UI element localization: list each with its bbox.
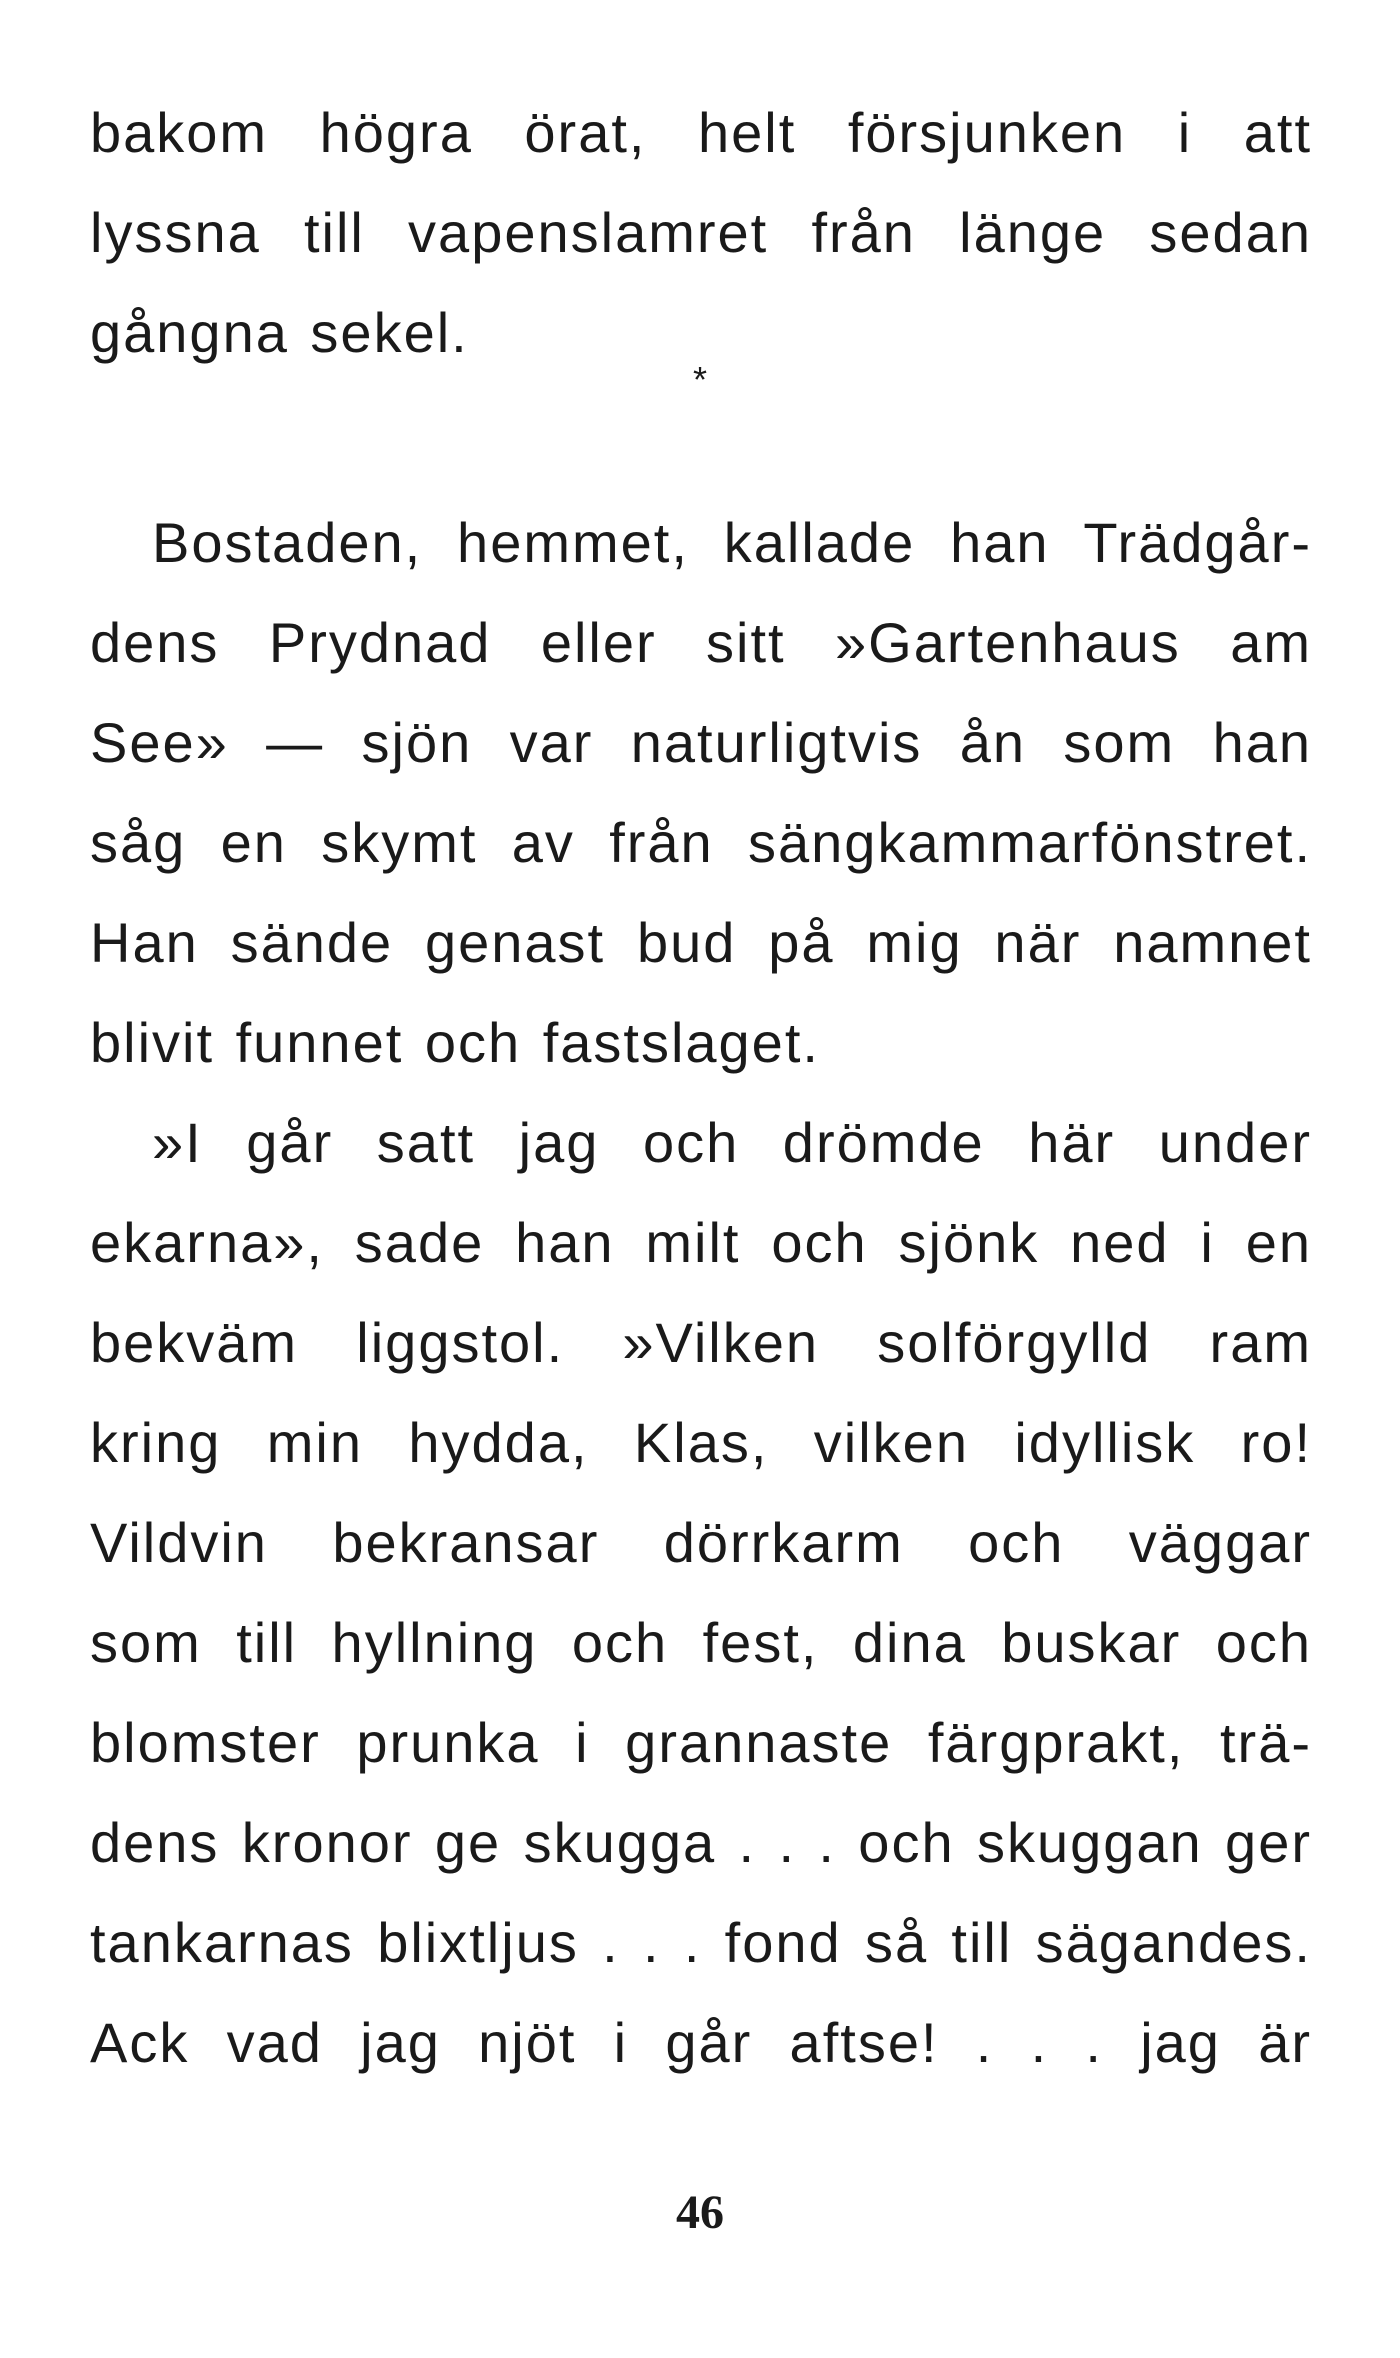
- paragraph-first-line: Bostaden, hemmet, kallade han Trädgår-: [152, 511, 1312, 574]
- text-line: bekväm liggstol. »Vilken solförgylld ram: [90, 1311, 1312, 1374]
- text-line: kring min hydda, Klas, vilken idyllisk ro!: [90, 1411, 1312, 1474]
- text-line: Han sände genast bud på mig när namnet: [90, 911, 1312, 974]
- text-line: dens Prydnad eller sitt »Gartenhaus am: [90, 611, 1312, 674]
- text-line: ekarna», sade han milt och sjönk ned i en: [90, 1211, 1312, 1274]
- paragraph-first-line: »I går satt jag och drömde här under: [152, 1111, 1312, 1174]
- text-line: såg en skymt av från sängkammarfönstret.: [90, 811, 1312, 874]
- text-line: Ack vad jag njöt i går aftse! . . . jag är: [90, 2011, 1312, 2074]
- text-line: See» — sjön var naturligtvis ån som han: [90, 711, 1312, 774]
- text-line: blomster prunka i grannaste färgprakt, trä-: [90, 1711, 1312, 1774]
- text-line: som till hyllning och fest, dina buskar och: [90, 1611, 1312, 1674]
- text-line: dens kronor ge skugga . . . och skuggan ger: [90, 1811, 1312, 1874]
- section-separator: *: [692, 359, 707, 400]
- text-line: tankarnas blixtljus . . . fond så till sägandes.: [90, 1911, 1312, 1974]
- text-line: Vildvin bekransar dörrkarm och väggar: [90, 1511, 1312, 1574]
- text-line: bakom högra örat, helt försjunken i att: [90, 101, 1312, 164]
- text-line: lyssna till vapenslamret från länge sedan: [90, 201, 1312, 264]
- text-line: gångna sekel.: [90, 301, 469, 364]
- page-number: 46: [676, 2186, 724, 2239]
- text-line: blivit funnet och fastslaget.: [90, 1011, 820, 1074]
